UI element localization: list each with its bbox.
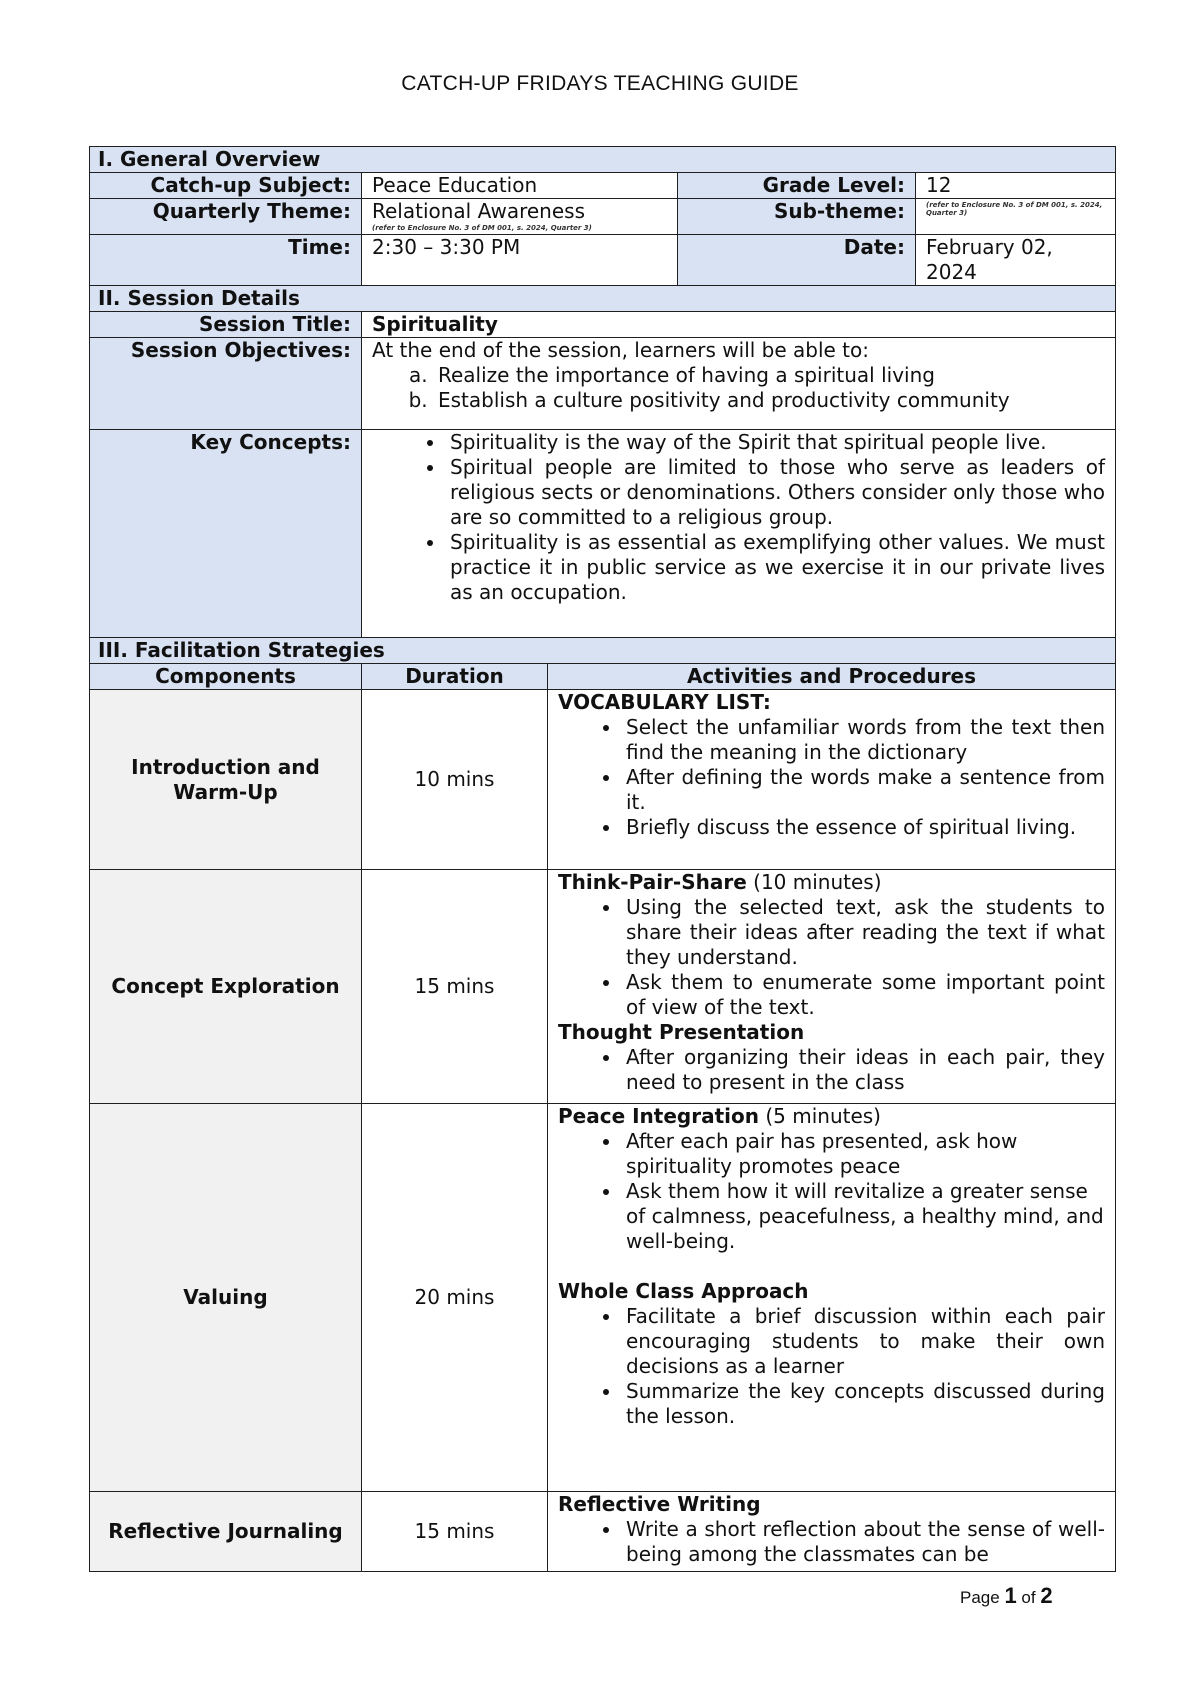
activity-item: • After each pair has presented, ask how spirituality promotes peace [622,1129,1105,1179]
activity-list [558,1304,1105,1429]
date-value: February 02, 2024 [916,235,1116,286]
subject-label: Catch-up Subject: [90,173,362,199]
session-title-label: Session Title: [90,312,362,338]
table-row [90,1104,1116,1492]
component-cell: Reflective Journaling [90,1492,362,1572]
section-heading-strategies: III. Facilitation Strategies [90,638,1116,664]
activity-item: • Select the unfamiliar words from the text then find the meaning in the dictionary [622,715,1105,765]
table-row [90,1492,1116,1572]
column-header-components: Components [90,664,362,690]
session-title-value: Spirituality [362,312,1116,338]
table-row [90,690,1116,870]
activity-note: (5 minutes) [758,1104,881,1128]
activity-item: • Summarize the key concepts discussed during the lesson. [622,1379,1105,1429]
section-heading-session: II. Session Details [90,286,1116,312]
activities-cell [548,1492,1116,1572]
subtheme-cell [916,199,1116,235]
key-concepts-list [372,430,1105,605]
activity-heading: VOCABULARY LIST: [558,690,771,714]
activity-heading: Peace Integration [558,1104,759,1128]
activity-item: • Ask them how it will revitalize a greater sense of calmness, peacefulness, a healthy mind, and well-being. [622,1179,1105,1254]
grade-value: 12 [916,173,1116,199]
objectives-intro: At the end of the session, learners will be able to: [372,338,870,362]
activity-heading: Think-Pair-Share [558,870,747,894]
activity-item: • Using the selected text, ask the students to share their ideas after reading the text if what they understand. [622,895,1105,970]
time-value: 2:30 – 3:30 PM [362,235,678,286]
activity-item: • Facilitate a brief discussion within each pair encouraging students to make their own decisions as a learner [622,1304,1105,1379]
objectives-cell [362,338,1116,430]
objectives-label: Session Objectives: [90,338,362,430]
activity-item: • After defining the words make a sentence from it. [622,765,1105,815]
document-title: CATCH-UP FRIDAYS TEACHING GUIDE [401,72,799,95]
activities-cell [548,1104,1116,1492]
column-header-duration: Duration [362,664,548,690]
page-number [960,1583,1053,1609]
activity-list [558,1129,1105,1254]
component-cell: Concept Exploration [90,870,362,1104]
activity-item: • Briefly discuss the essence of spiritual living. [622,815,1105,840]
objective-item: b. Establish a culture positivity and productivity community [434,388,1105,413]
page-word: Page [960,1588,1000,1607]
key-concepts-cell [362,430,1116,638]
table-row [90,870,1116,1104]
of-word: of [1021,1588,1036,1607]
subject-value: Peace Education [362,173,678,199]
key-concept-item: • Spirituality is as essential as exemplifying other values. We must practice it in public service as we exercise it in our private lives as an occupation. [446,530,1105,605]
activity-item: • After organizing their ideas in each pair, they need to present in the class [622,1045,1105,1095]
duration-cell: 15 mins [362,870,548,1104]
objectives-list [372,363,1105,413]
key-concept-item: • Spiritual people are limited to those who serve as leaders of religious sects or denominations. Others consider only those who are so committed to a religious group. [446,455,1105,530]
component-cell: Valuing [90,1104,362,1492]
theme-value: Relational Awareness [372,199,585,223]
activity-list [558,715,1105,840]
theme-label: Quarterly Theme: [90,199,362,235]
theme-note: (refer to Enclosure No. 3 of DM 001, s. 2024, Quarter 3) [372,224,592,232]
activity-item: • Write a short reflection about the sense of well-being among the classmates can be [622,1517,1105,1567]
activity-note: (10 minutes) [746,870,882,894]
section-heading-general: I. General Overview [90,147,1116,173]
objective-item: a. Realize the importance of having a spiritual living [434,363,1105,388]
activity-list [558,1517,1105,1567]
theme-cell [362,199,678,235]
component-cell: Introduction and Warm-Up [90,690,362,870]
activity-heading: Thought Presentation [558,1020,805,1044]
duration-cell: 10 mins [362,690,548,870]
date-label: Date: [678,235,916,286]
activities-cell [548,690,1116,870]
activity-list [558,895,1105,1020]
activity-list [558,1045,1105,1095]
teaching-guide-table [89,146,1116,1572]
current-page: 1 [1004,1583,1017,1608]
key-concepts-label: Key Concepts: [90,430,362,638]
time-label: Time: [90,235,362,286]
subtheme-note: (refer to Enclosure No. 3 of DM 001, s. 2024, Quarter 3) [926,201,1103,217]
activity-heading: Whole Class Approach [558,1279,809,1303]
total-pages: 2 [1040,1583,1053,1608]
activity-item: • Ask them to enumerate some important point of view of the text. [622,970,1105,1020]
activities-cell [548,870,1116,1104]
duration-cell: 15 mins [362,1492,548,1572]
duration-cell: 20 mins [362,1104,548,1492]
grade-label: Grade Level: [678,173,916,199]
key-concept-item: • Spirituality is the way of the Spirit that spiritual people live. [446,430,1105,455]
activity-heading: Reflective Writing [558,1492,761,1516]
subtheme-label: Sub-theme: [678,199,916,235]
column-header-activities: Activities and Procedures [548,664,1116,690]
